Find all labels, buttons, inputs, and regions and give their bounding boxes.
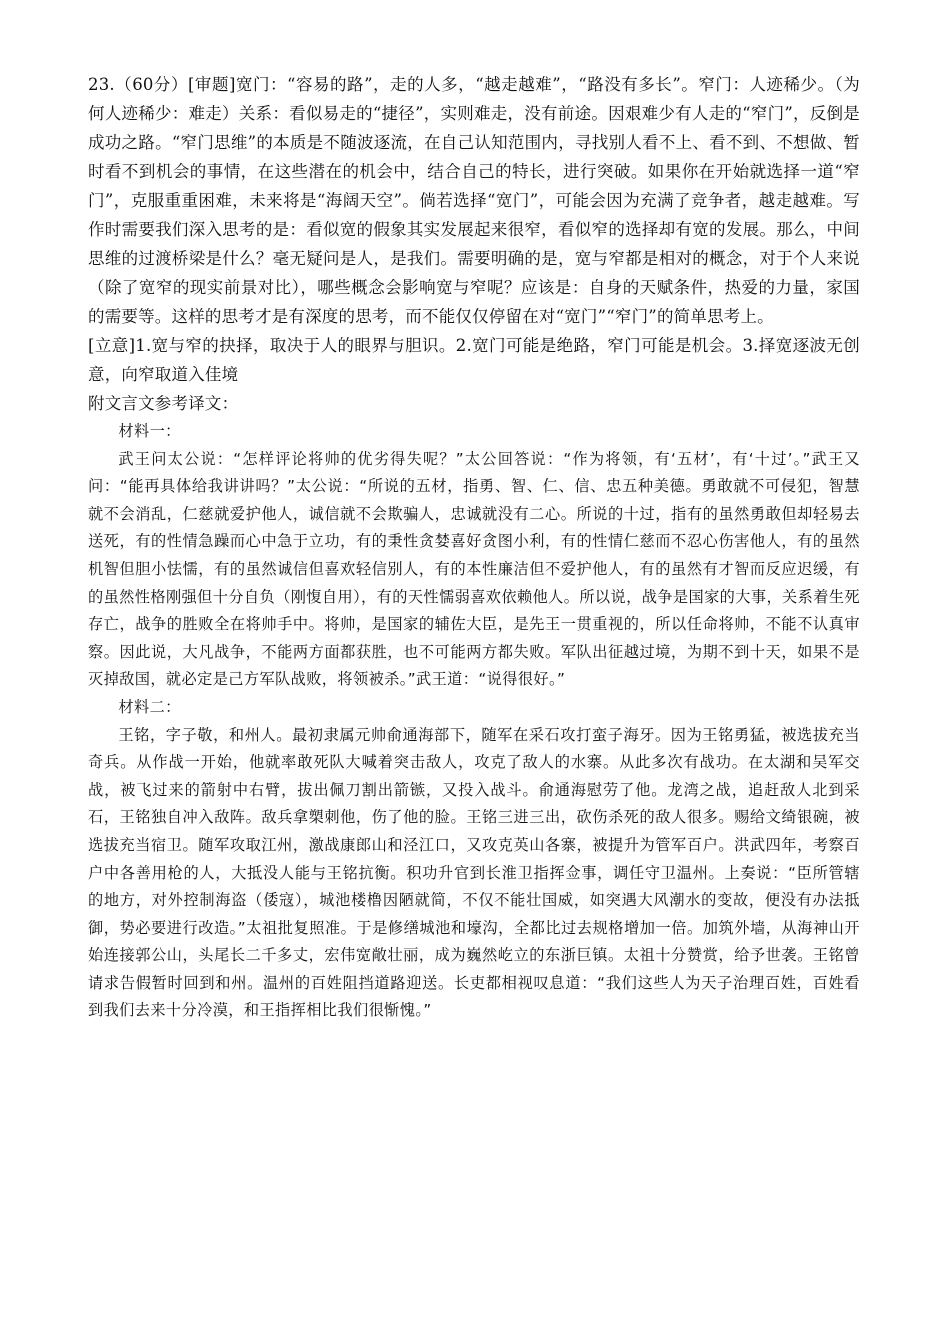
document-page — [88, 70, 860, 1025]
material-one-text: 武王问太公说：“怎样评论将帅的优劣得失呢？”太公回答说：“作为将领，有‘五材’，有‘十过’。”武王又问：“能再具体给我讲讲吗？”太公说：“所说的五材，指勇、智、仁、信、忠五种美德。勇敢就不可侵犯，智慧就不会消乱，仁慈就爱护他人，诚信就不会欺骗人，忠诚就没有二心。所说的十过，指有的虽然勇敢但却轻易去送死，有的性情急躁而心中急于立功，有的秉性贪婪喜好贪图小利，有的性情仁慈而不忍心伤害他人，有的虽然机智但胆小怯懦，有的虽然诚信但喜欢轻信别人，有的本性廉洁但不爱护他人，有的虽然有才智而反应迟缓，有的虽然性格刚强但十分自负（刚愎自用），有的天性懦弱喜欢依赖他人。所以说，战争是国家的大事，关系着生死存亡，战争的胜败全在将帅手中。将帅，是国家的辅佐大臣，是先王一贯重视的，所以任命将帅，不能不认真审察。因此说，大凡战争，不能两方面都获胜，也不可能两方都失败。军队出征越过境，为期不到十天，如果不是灭掉敌国，就必定是己方军队战败，将领被杀。”武王道：“说得很好。” — [88, 449, 860, 689]
material-two-text: 王铭，字子敬，和州人。最初隶属元帅俞通海部下，随军在采石攻打蛮子海牙。因为王铭勇猛，被选拔充当奇兵。从作战一开始，他就率敢死队大喊着突击敌人，攻克了敌人的水寨。从此多次有战功。在太湖和吴军交战，被飞过来的箭射中右臂，拔出佩刀割出箭镞，又投入战斗。俞通海慰劳了他。龙湾之战，追赶敌人北到采石，王铭独自冲入敌阵。敌兵拿槊刺他，伤了他的脸。王铭三进三出，砍伤杀死的敌人很多。赐给文绮银碗，被选拔充当宿卫。随军攻取江州，激战康郎山和泾江口，又攻克英山各寨，被提升为管军百户。洪武四年，考察百户中各善用枪的人，大抵没人能与王铭抗衡。积功升官到长淮卫指挥佥事，调任守卫温州。上奏说：“臣所管辖的地方，对外控制海盗（倭寇），城池楼橹因陋就简，不仅不能壮国威，如突遇大风潮水的变故，便没有办法抵御，势必要进行改造。”太祖批复照准。于是修缮城池和壕沟，全都比过去规格增加一倍。加筑外墙，从海神山开始连接郭公山，头尾长二千多丈，宏伟宽敞壮丽，成为巍然屹立的东浙巨镇。太祖十分赞赏，给予世袭。王铭曾请求告假暂时回到和州。温州的百姓阻挡道路迎送。长吏都相视叹息道：“我们这些人为天子治理百姓，百姓看到我们去来十分冷漠，和王指挥相比我们很惭愧。” — [88, 725, 860, 1020]
material-one-title: 材料一： — [118, 422, 181, 440]
analysis-paragraph: 23.（60分）[审题]宽门：“容易的路”，走的人多，“越走越难”，“路没有多长”。窄门：人迹稀少。（为何人迹稀少：难走）关系：看似易走的“捷径”，实则难走，没有前途。因艰难少有人走的“窄门”，反倒是成功之路。“窄门思维”的本质是不随波逐流，在自己认知范围内，寻找别人看不上、看不到、不想做、暂时看不到机会的事情，在这些潜在的机会中，结合自己的特长，进行突破。如果你在开始就选择一道“窄门”，克服重重困难，未来将是“海阔天空”。倘若选择“宽门”，可能会因为充满了竞争者，越走越难。写作时需要我们深入思考的是：看似宽的假象其实发展起来很窄，看似窄的选择却有宽的发展。那么，中间思维的过渡桥梁是什么？毫无疑问是人，是我们。需要明确的是，宽与窄都是相对的概念，对于个人来说（除了宽窄的现实前景对比），哪些概念会影响宽与窄呢？应该是：自身的天赋条件，热爱的力量，家国的需要等。这样的思考才是有深度的思考，而不能仅仅停留在对“宽门”“窄门”的简单思考上。 — [88, 75, 860, 326]
material-two-title: 材料二： — [118, 697, 181, 716]
appendix-title: 附文言文参考译文： — [88, 394, 239, 413]
theme-paragraph: [立意]1.宽与窄的抉择，取决于人的眼界与胆识。2.宽门可能是绝路，窄门可能是机会。3.择宽逐波无创意，向窄取道入佳境 — [88, 336, 860, 384]
